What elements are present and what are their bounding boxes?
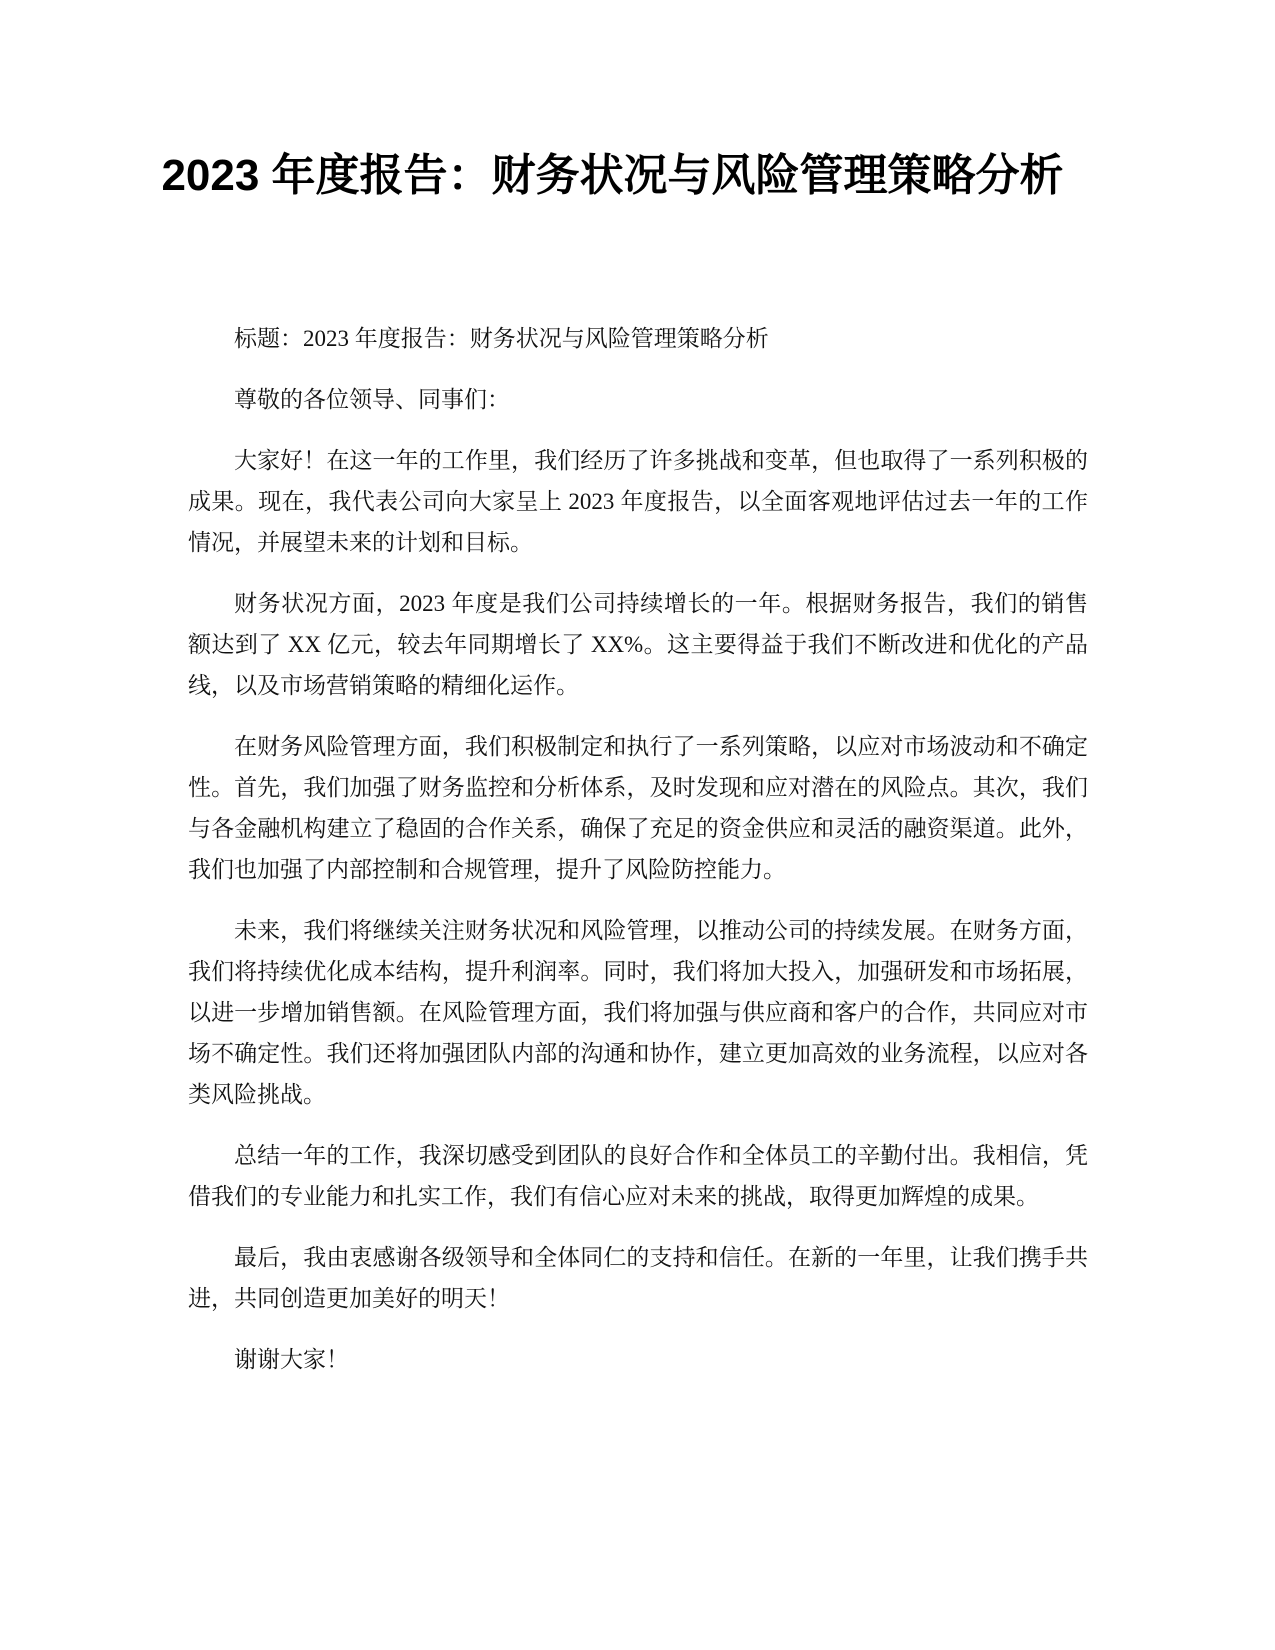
salutation: 尊敬的各位领导、同事们： bbox=[234, 387, 510, 412]
subject-line: 标题：2023 年度报告：财务状况与风险管理策略分析 bbox=[234, 326, 769, 351]
financial-status-paragraph: 财务状况方面，2023 年度是我们公司持续增长的一年。根据财务报告，我们的销售额达到了 XX 亿元，较去年同期增长了 XX%。这主要得益于我们不断改进和优化的产品线，以及市场营销策略的精细化运作。 bbox=[188, 591, 1088, 698]
closing-paragraph: 最后，我由衷感谢各级领导和全体同仁的支持和信任。在新的一年里，让我们携手共进，共同创造更加美好的明天！ bbox=[188, 1245, 1088, 1311]
risk-management-paragraph: 在财务风险管理方面，我们积极制定和执行了一系列策略，以应对市场波动和不确定性。首先，我们加强了财务监控和分析体系，及时发现和应对潜在的风险点。其次，我们与各金融机构建立了稳固的合作关系，确保了充足的资金供应和灵活的融资渠道。此外，我们也加强了内部控制和合规管理，提升了风险防控能力。 bbox=[188, 734, 1088, 882]
document-body bbox=[188, 318, 1088, 1400]
thanks-line: 谢谢大家！ bbox=[234, 1347, 349, 1372]
future-plans-paragraph: 未来，我们将继续关注财务状况和风险管理，以推动公司的持续发展。在财务方面，我们将持续优化成本结构，提升利润率。同时，我们将加大投入，加强研发和市场拓展，以进一步增加销售额。在风险管理方面，我们将加强与供应商和客户的合作，共同应对市场不确定性。我们还将加强团队内部的沟通和协作，建立更加高效的业务流程，以应对各类风险挑战。 bbox=[188, 918, 1088, 1107]
intro-paragraph: 大家好！在这一年的工作里，我们经历了许多挑战和变革，但也取得了一系列积极的成果。现在，我代表公司向大家呈上 2023 年度报告，以全面客观地评估过去一年的工作情况，并展望未来的计划和目标。 bbox=[188, 448, 1088, 555]
summary-paragraph: 总结一年的工作，我深切感受到团队的良好合作和全体员工的辛勤付出。我相信，凭借我们的专业能力和扎实工作，我们有信心应对未来的挑战，取得更加辉煌的成果。 bbox=[188, 1143, 1088, 1209]
document-title: 2023 年度报告：财务状况与风险管理策略分析 bbox=[161, 151, 1064, 200]
